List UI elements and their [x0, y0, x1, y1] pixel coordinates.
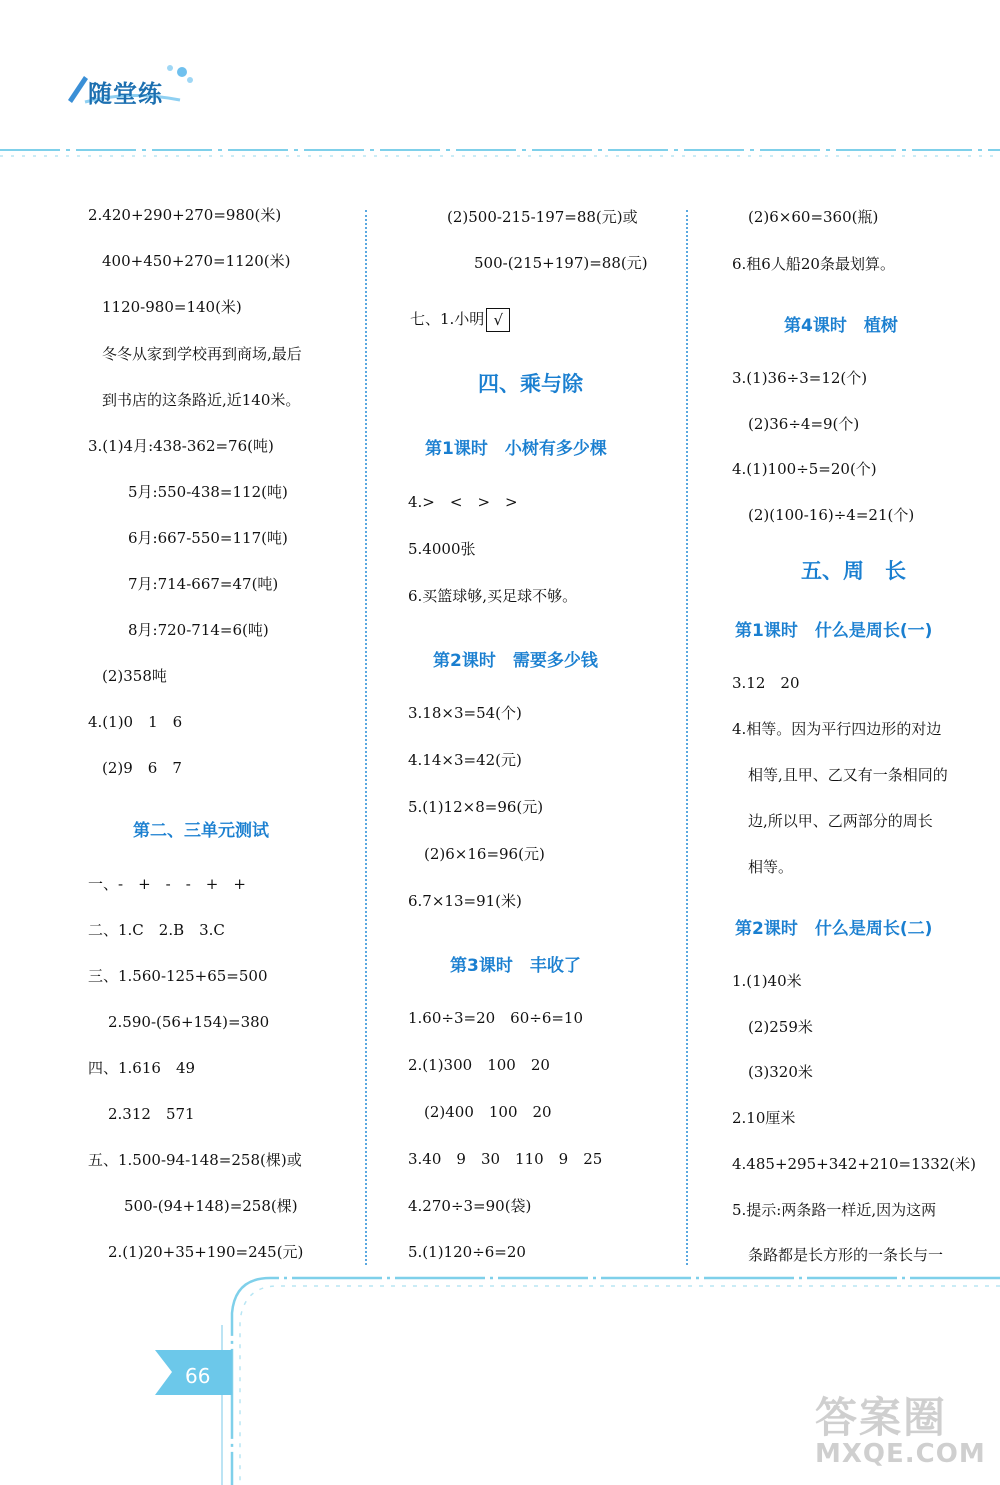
answer-line: 3.(1)36÷3=12(个): [732, 369, 868, 387]
answer-line: 2.312 571: [108, 1105, 195, 1123]
answer-line: 2.(1)300 100 20: [408, 1056, 550, 1074]
answer-line: 边,所以甲、乙两部分的周长: [748, 812, 933, 830]
answer-line: 3.18×3=54(个): [408, 704, 522, 722]
answer-line: 2.590-(56+154)=380: [108, 1013, 270, 1031]
lesson-heading: 第4课时 植树: [784, 316, 898, 336]
lesson-heading: 第1课时 小树有多少棵: [425, 439, 607, 459]
lesson-heading: 第2课时 需要多少钱: [433, 651, 598, 671]
answer-line: 1120-980=140(米): [102, 298, 242, 316]
answer-line: (2)9 6 7: [102, 759, 182, 777]
answer-line: 相等,且甲、乙又有一条相同的: [748, 766, 948, 784]
answer-line: 二、1.C 2.B 3.C: [88, 921, 225, 939]
answer-line: 四、1.616 49: [88, 1059, 196, 1077]
answer-text: 七、1.小明: [410, 310, 485, 328]
answer-line: 3.12 20: [732, 674, 800, 692]
answer-line: 2.(1)20+35+190=245(元): [108, 1243, 304, 1261]
lesson-heading: 第1课时 什么是周长(一): [735, 621, 933, 641]
section-heading: 第二、三单元测试: [133, 821, 269, 841]
answer-line: 3.40 9 30 110 9 25: [408, 1150, 603, 1168]
header-divider: [0, 146, 1000, 162]
unit-heading: 四、乘与除: [478, 372, 583, 396]
watermark-logo-text: 答案圈: [815, 1393, 948, 1442]
answer-line: 4.14×3=42(元): [408, 751, 522, 769]
answer-line: 6月:667-550=117(吨): [128, 529, 288, 547]
answer-line: 6.7×13=91(米): [408, 892, 522, 910]
answer-line: 5.(1)12×8=96(元): [408, 798, 544, 816]
watermark: [815, 1385, 986, 1469]
answer-line: 4.(1)0 1 6: [88, 713, 183, 731]
answer-line: [410, 308, 510, 332]
answer-line: (3)320米: [748, 1063, 813, 1081]
answer-line: 4.(1)100÷5=20(个): [732, 460, 877, 478]
answer-line: 4.485+295+342+210=1332(米): [732, 1155, 976, 1173]
answer-line: 相等。: [748, 858, 794, 876]
unit-heading: 五、周 长: [801, 559, 906, 583]
answer-line: 500-(215+197)=88(元): [474, 254, 648, 272]
column-divider: [365, 210, 367, 1265]
answer-line: 2.420+290+270=980(米): [88, 206, 282, 224]
answer-line: 1.60÷3=20 60÷6=10: [408, 1009, 584, 1027]
answer-line: 条路都是长方形的一条长与一: [748, 1246, 944, 1264]
answer-line: (2)500-215-197=88(元)或: [447, 208, 638, 226]
answer-line: 1.(1)40米: [732, 972, 802, 990]
answer-line: 到书店的这条路近,近140米。: [102, 391, 301, 409]
check-mark-box: √: [486, 308, 510, 332]
answer-line: (2)6×16=96(元): [424, 845, 545, 863]
answer-line: 5.提示:两条路一样近,因为这两: [732, 1201, 937, 1219]
column-divider: [686, 210, 688, 1265]
logo-text: 随堂练: [88, 80, 163, 108]
answer-line: 500-(94+148)=258(棵): [124, 1197, 298, 1215]
answer-line: 5月:550-438=112(吨): [128, 483, 288, 501]
answer-line: (2)400 100 20: [424, 1103, 552, 1121]
answer-line: 2.10厘米: [732, 1109, 796, 1127]
answer-line: 5.4000张: [408, 540, 476, 558]
answer-line: 4.270÷3=90(袋): [408, 1197, 532, 1215]
answer-line: 5.(1)120÷6=20: [408, 1243, 526, 1261]
answer-line: 4.相等。因为平行四边形的对边: [732, 720, 942, 738]
answer-line: 7月:714-667=47(吨): [128, 575, 279, 593]
watermark-url: MXQE.COM: [815, 1439, 986, 1469]
answer-line: 一、- + - - + +: [88, 875, 246, 893]
answer-line: (2)(100-16)÷4=21(个): [748, 506, 915, 524]
lesson-heading: 第3课时 丰收了: [450, 956, 581, 976]
answer-line: 6.租6人船20条最划算。: [732, 255, 895, 273]
answer-line: 冬冬从家到学校再到商场,最后: [102, 345, 302, 363]
lesson-heading: 第2课时 什么是周长(二): [735, 919, 933, 939]
answer-line: 8月:720-714=6(吨): [128, 621, 269, 639]
answer-line: (2)6×60=360(瓶): [748, 208, 879, 226]
answer-line: 4.> < > >: [408, 493, 518, 511]
answer-line: 三、1.560-125+65=500: [88, 967, 268, 985]
answer-line: 五、1.500-94-148=258(棵)或: [88, 1151, 302, 1169]
answer-line: (2)36÷4=9(个): [748, 415, 860, 433]
answer-line: (2)358吨: [102, 667, 167, 685]
answer-line: 400+450+270=1120(米): [102, 252, 291, 270]
page-number: 66: [185, 1364, 211, 1388]
answer-line: (2)259米: [748, 1018, 813, 1036]
answer-line: 6.买篮球够,买足球不够。: [408, 587, 578, 605]
answer-line: 3.(1)4月:438-362=76(吨): [88, 437, 274, 455]
